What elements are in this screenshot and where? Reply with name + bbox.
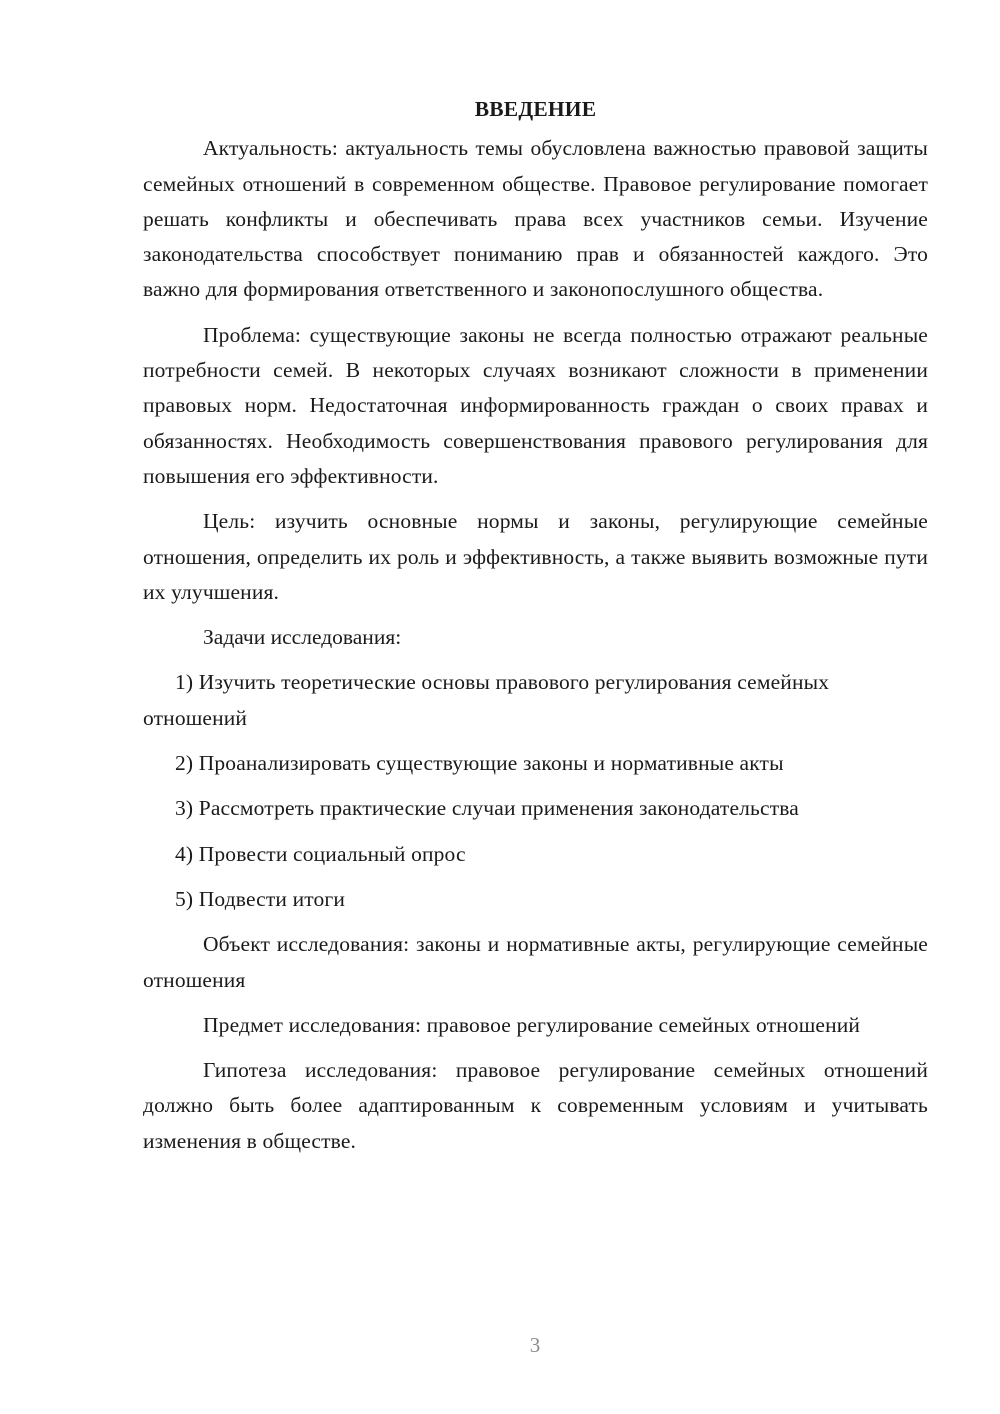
task-item: 4) Провести социальный опрос	[175, 841, 466, 866]
goal-paragraph: Цель: изучить основные нормы и законы, регулирующие семейные отношения, определить их роль и эффективность, а также выявить возможные пути их улучшения.	[143, 509, 928, 604]
page-number: 3	[529, 1333, 541, 1357]
task-item: 5) Подвести итоги	[175, 886, 346, 911]
subject-paragraph: Предмет исследования: правовое регулирование семейных отношений	[203, 1012, 861, 1037]
task-item: 2) Проанализировать существующие законы и нормативные акты	[175, 751, 784, 776]
tasks-heading: Задачи исследования:	[203, 625, 402, 650]
relevance-paragraph: Актуальность: актуальность темы обусловлена важностью правовой защиты семейных отношений в современном обществе. Правовое регулирование помогает решать конфликты и обеспечивать права всех участников семьи. Изучение законодательства способствует пониманию прав и обязанностей каждого. Это важно для формирования ответственного и законопослушного общества.	[143, 136, 928, 302]
hypothesis-paragraph: Гипотеза исследования: правовое регулирование семейных отношений должно быть более адаптированным к современным условиям и учитывать изменения в обществе.	[143, 1058, 928, 1153]
object-paragraph: Объект исследования: законы и нормативные акты, регулирующие семейные отношения	[143, 932, 928, 992]
problem-paragraph: Проблема: существующие законы не всегда полностью отражают реальные потребности семей. В некоторых случаях возникают сложности в применении правовых норм. Недостаточная информированность граждан о своих правах и обязанностях. Необходимость совершенствования правового регулирования для повышения его эффективности.	[143, 322, 928, 488]
tasks-list	[143, 665, 928, 917]
page-content	[143, 92, 928, 1169]
page-title: ВВЕДЕНИЕ	[474, 97, 597, 121]
task-item: 1) Изучить теоретические основы правового регулирования семейных отношений	[143, 670, 830, 730]
task-item: 3) Рассмотреть практические случаи применения законодательства	[175, 796, 799, 821]
